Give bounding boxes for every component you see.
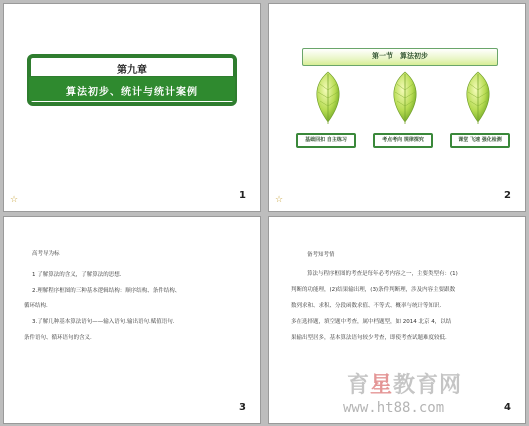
star-icon: ☆ (10, 195, 19, 205)
slide-thumbnail-1[interactable] (3, 3, 261, 212)
chapter-title: 算法初步、统计与统计案例 (66, 87, 198, 98)
leaf-icon (389, 70, 421, 126)
watermark-url: www.ht88.com (343, 400, 445, 416)
star-icon: ☆ (275, 195, 284, 205)
slide-text-line: 多在选择题，填空题中考查，属中档题型，如 2014 北京 4，以结 (291, 319, 452, 325)
section-title: 第一节 算法初步 (372, 52, 428, 60)
chapter-number: 第九章 (117, 65, 147, 76)
slide-text-line: 数列求和、求积、分段函数求值、不等式、概率与统计等知识. (291, 303, 442, 309)
slide-heading: 高考导为标 (32, 251, 60, 257)
slide-text-line: 2.理解程序框图的三种基本逻辑结构：顺序结构、条件结构、 (32, 288, 181, 294)
slide-heading: 备考知考情 (307, 252, 335, 258)
slide-thumbnail-2[interactable] (268, 3, 526, 212)
slide-text-line: 1 了解算法的含义，了解算法的思想. (32, 272, 122, 278)
slide-text-line: 果输出型居多，基本算法语句较少考查，即使考查试题难度较低. (291, 335, 447, 341)
section-button-review[interactable]: 基础回扣 自主练习 (296, 133, 356, 148)
slide-text-line: 条件语句、循环语句的含义. (24, 335, 92, 341)
page-number: 3 (239, 402, 246, 413)
slide-text-line: 判断的功能理，(2)结果输出理，(3)条件判断理，涉及内容主要跟数 (291, 287, 456, 293)
watermark-brand: 育星教育网 (347, 373, 463, 398)
slide-text-line: 算法与程序框图的考查是每年必考内容之一，主要类型有：(1) (307, 271, 458, 277)
page-number: 1 (239, 190, 246, 201)
page-number: 2 (504, 190, 511, 201)
slide-text-line: 循环结构. (24, 303, 48, 309)
section-button-practice[interactable]: 课堂 飞速 强化检测 (450, 133, 510, 148)
page-number: 4 (504, 402, 511, 413)
leaf-icon (462, 70, 494, 126)
section-button-explore[interactable]: 考点考向 规律探究 (373, 133, 433, 148)
leaf-icon (312, 70, 344, 126)
slide-thumbnail-3[interactable] (3, 216, 261, 424)
slide-text-line: 3.了解几种基本算法语句——输入语句.输出语句.赋值语句. (32, 319, 175, 325)
